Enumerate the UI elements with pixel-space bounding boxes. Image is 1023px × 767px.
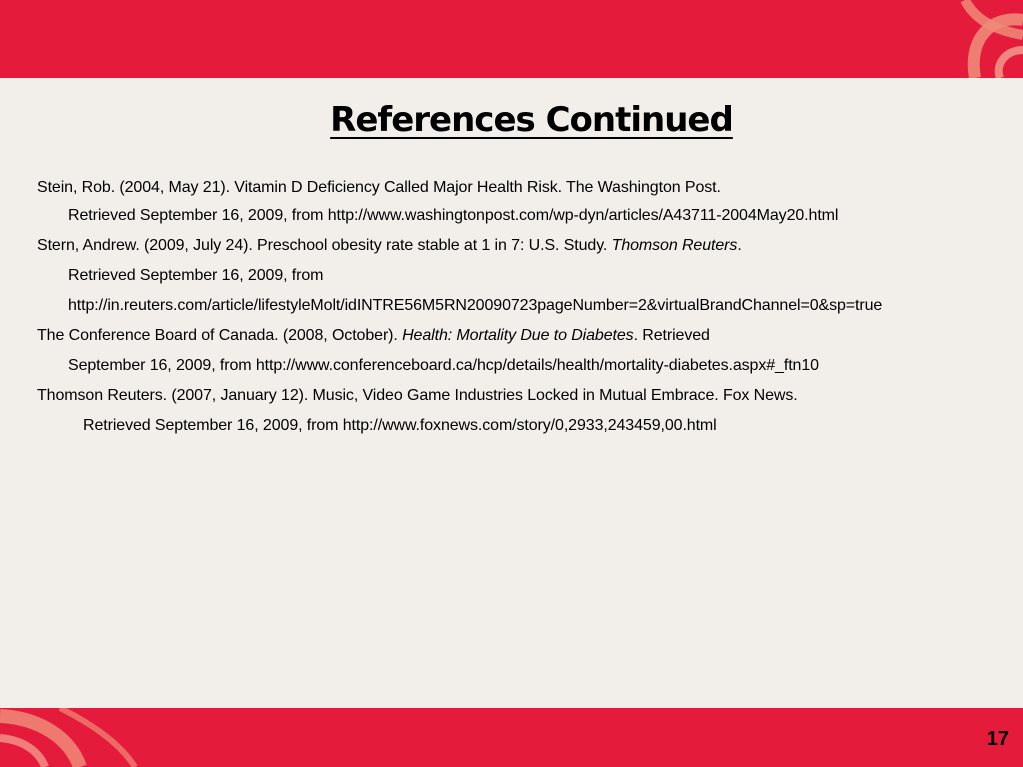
slide-title: References Continued bbox=[330, 100, 733, 140]
bottom-decorative-arcs bbox=[0, 708, 1023, 767]
reference-text: . bbox=[737, 237, 742, 254]
top-decorative-arcs bbox=[0, 0, 1023, 78]
reference-continuation: Retrieved September 16, 2009, from http://www.washingtonpost.com/wp-dyn/articles/A43711-2004May20.html bbox=[68, 207, 839, 224]
reference-entry: Thomson Reuters. (2007, January 12). Music, Video Game Industries Locked in Mutual Embrace. Fox News. bbox=[37, 387, 798, 404]
reference-continuation: September 16, 2009, from http://www.conferenceboard.ca/hcp/details/health/mortality-diabetes.aspx#_ftn10 bbox=[68, 357, 819, 374]
reference-text: . Retrieved bbox=[633, 327, 710, 344]
top-banner bbox=[0, 0, 1023, 78]
reference-source-italic: Thomson Reuters bbox=[611, 237, 738, 254]
reference-continuation: Retrieved September 16, 2009, from http://www.foxnews.com/story/0,2933,243459,00.html bbox=[83, 417, 717, 434]
reference-text: Stern, Andrew. (2009, July 24). Preschool obesity rate stable at 1 in 7: U.S. Study. bbox=[37, 237, 612, 254]
reference-entry bbox=[37, 231, 1017, 261]
page-number: 17 bbox=[986, 728, 1009, 750]
reference-entry bbox=[37, 321, 1017, 351]
reference-entry: Stein, Rob. (2004, May 21). Vitamin D Deficiency Called Major Health Risk. The Washington Post. bbox=[37, 179, 721, 196]
reference-continuation: Retrieved September 16, 2009, from bbox=[68, 267, 324, 284]
reference-text: The Conference Board of Canada. (2008, October). bbox=[37, 327, 403, 344]
reference-url: http://in.reuters.com/article/lifestyleMolt/idINTRE56M5RN20090723pageNumber=2&virtualBrandChannel=0&sp=true bbox=[68, 297, 883, 314]
bottom-banner bbox=[0, 708, 1023, 767]
reference-source-italic: Health: Mortality Due to Diabetes bbox=[402, 327, 634, 344]
reference-list bbox=[37, 173, 1017, 441]
